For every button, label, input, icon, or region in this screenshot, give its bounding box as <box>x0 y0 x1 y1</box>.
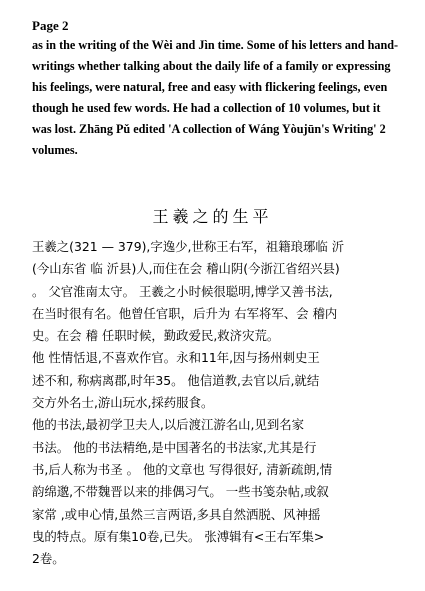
chinese-line: 王羲之(321 — 379),字逸少,世称王右军，祖籍琅琊临 沂 <box>32 239 345 254</box>
chinese-line: 他的书法,最初学卫夫人,以后渡江游名山,见到名家 <box>32 417 305 433</box>
english-line: was lost. Zhāng Pǔ edited 'A collection of Wáng Yòujūn's Writing' 2 <box>32 122 386 136</box>
chinese-line: 在当时很有名。他曾任官职，后升为 右军将军、会 稽内 <box>32 305 338 321</box>
english-line: writings whether talking about the daily life of a family or expressing <box>32 59 391 73</box>
chinese-line: 史。在会 稽 任职时候，勤政爱民,救济灾荒。 <box>32 328 280 344</box>
english-text-block <box>32 35 404 161</box>
chinese-line: 交方外名士,游山玩水,採药服食。 <box>32 395 214 411</box>
chinese-line: 书,后人称为书圣 。 他的文章也 写得很好, 清新疏朗,情 <box>32 461 333 477</box>
chinese-line: 他 性情恬退,不喜欢作官。永和11年,因与扬州刺史王 <box>32 350 320 366</box>
chinese-line: 家常 ,或申心情,虽然三言两语,多具自然洒脱、风神摇 <box>32 506 321 522</box>
chinese-line: 曳的特点。原有集10卷,已失。 张溥辑有<王右军集> <box>32 528 325 544</box>
english-line: his feelings, were natural, free and easy with flickering feelings, even <box>32 80 388 94</box>
chinese-line: (今山东省 临 沂县)人,而住在会 稽山阴(今浙江省绍兴县) <box>32 261 340 277</box>
chinese-text-block <box>32 236 404 570</box>
chinese-line: 韵绵邈,不带魏晋以来的排偶习气。 一些书笺杂帖,或叙 <box>32 484 329 500</box>
chinese-line: 书法。 他的书法精绝,是中国著名的书法家,尤其是行 <box>32 439 317 455</box>
english-line: volumes. <box>32 143 78 157</box>
page-number: Page 2 <box>32 18 69 33</box>
english-line: as in the writing of the Wèi and Jìn time. Some of his letters and hand- <box>32 38 399 52</box>
chinese-line: 。 父官淮南太守。 王羲之小时候很聪明,博学又善书法, <box>32 283 333 299</box>
chinese-title: 王羲之的生平 <box>152 207 273 226</box>
chinese-line: 2卷。 <box>32 551 65 567</box>
english-line: though he used few words. He had a collection of 10 volumes, but it <box>32 101 381 115</box>
chinese-line: 述不和, 称病离郡,时年35。 他信道教,去官以后,就结 <box>32 372 320 388</box>
